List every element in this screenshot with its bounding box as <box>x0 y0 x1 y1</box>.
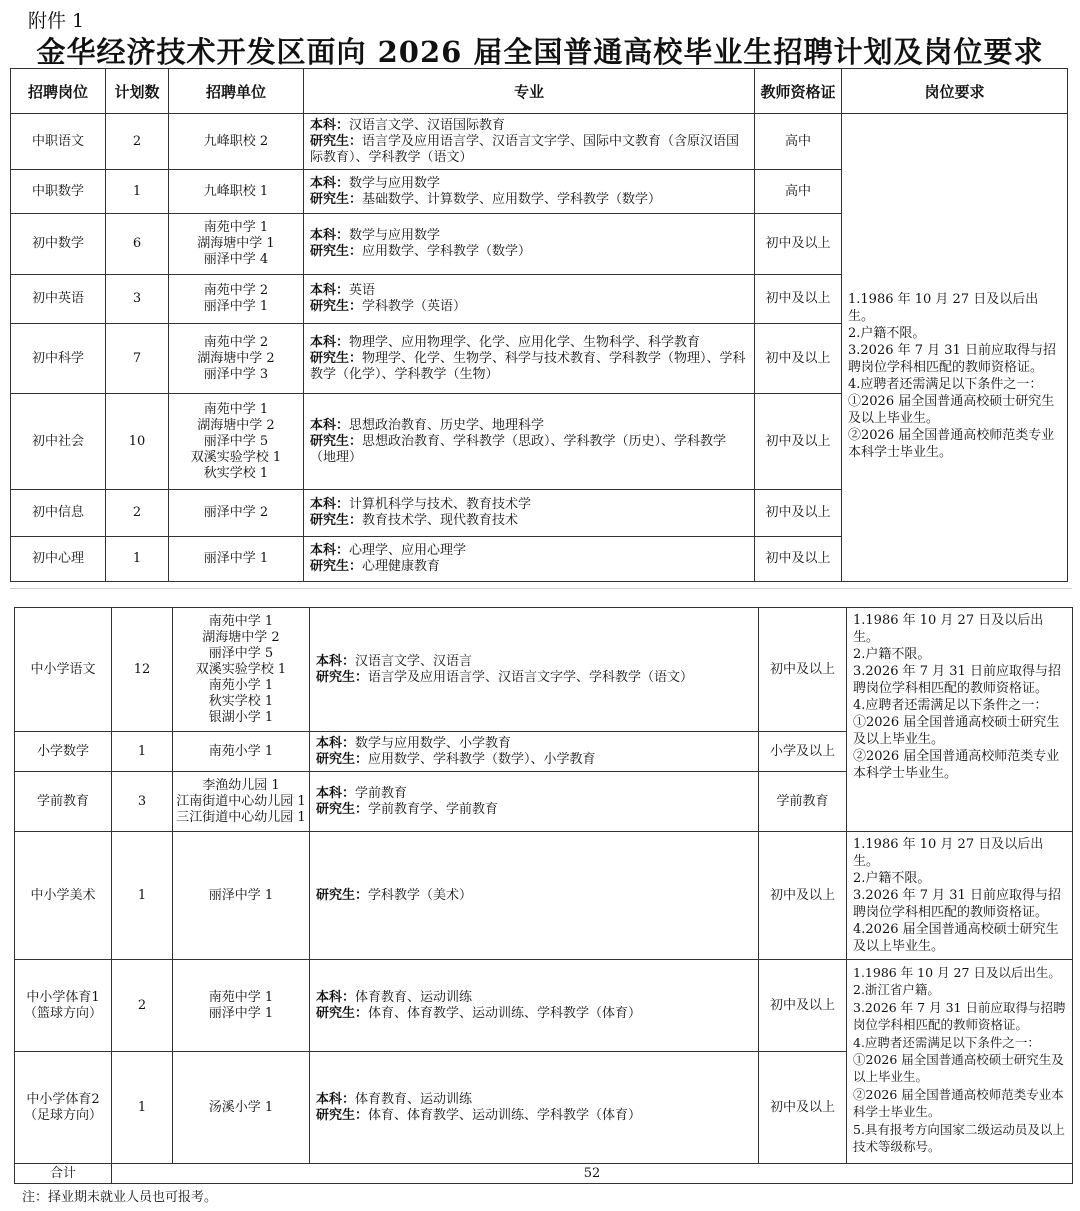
grad-label: 研究生： <box>316 887 369 903</box>
page-title: 金华经济技术开发区面向 2026 届全国普通高校毕业生招聘计划及岗位要求 <box>36 35 1044 69</box>
grad-majors: 语言学及应用语言学、汉语言文字学、学科教学（语文） <box>368 669 694 685</box>
header-post: 招聘岗位 <box>11 69 106 114</box>
unit-item: 双溪实验学校 1 <box>195 661 287 677</box>
undergrad-majors: 物理学、应用物理学、化学、应用化学、生物科学、科学教育 <box>349 334 701 350</box>
grad-majors: 应用数学、学科教学（数学）、小学教育 <box>368 751 596 767</box>
undergrad-majors: 计算机科学与技术、教育技术学 <box>349 497 532 512</box>
count-cell: 12 <box>112 608 173 732</box>
undergrad-label: 本科： <box>310 497 350 512</box>
table-row <box>15 608 1073 732</box>
cert-cell: 初中及以上 <box>755 275 842 324</box>
grad-majors: 物理学、化学、生物学、科学与技术教育、学科教学（物理）、学科教学（化学）、学科教学（生物） <box>310 350 746 382</box>
post-cell: 初中科学 <box>11 324 106 394</box>
undergrad-line <box>310 497 748 513</box>
post-cell: 小学数学 <box>15 732 112 772</box>
grad-label: 研究生： <box>316 801 369 817</box>
major-cell <box>310 960 759 1052</box>
count-cell: 1 <box>106 170 169 214</box>
undergrad-label: 本科： <box>316 653 356 669</box>
count-cell: 6 <box>106 214 169 275</box>
major-cell <box>310 608 759 732</box>
grad-majors: 学科教学（美术） <box>368 887 473 903</box>
unit-cell <box>173 832 310 960</box>
requirements-text: 1.1986 年 10 月 27 日及以后出生。 2.浙江省户籍。 3.2026 年 7 月 31 日前应取得与招聘岗位学科相匹配的教师资格证。 4.应聘者还需满足以下条件之一： ①2026 届全国普通高校硕士研究生及以上毕业生。 ②2026 届全国普通高校师范类专业本科学士毕业生。 5.具有报考方向国家二级运动员及以上技术等级称号。 <box>853 965 1066 1155</box>
grad-line <box>316 1108 752 1124</box>
unit-cell <box>169 170 304 214</box>
grad-label: 研究生： <box>316 669 369 685</box>
undergrad-majors: 汉语言文学、汉语国际教育 <box>349 117 506 133</box>
major-cell <box>310 732 759 772</box>
cert-cell: 学前教育 <box>759 772 847 832</box>
grad-majors: 体育、体育教学、运动训练、学科教学（体育） <box>368 1107 642 1123</box>
undergrad-label: 本科： <box>316 1091 356 1107</box>
grad-line <box>310 434 748 466</box>
undergrad-majors: 数学与应用数学 <box>349 175 441 191</box>
grad-majors: 学科教学（英语） <box>362 299 467 314</box>
grad-line <box>310 244 748 260</box>
cert-cell: 初中及以上 <box>755 537 842 582</box>
undergrad-label: 本科： <box>310 417 350 433</box>
post-cell: 初中英语 <box>11 275 106 324</box>
page-break <box>10 588 1072 603</box>
table-row <box>11 114 1068 170</box>
unit-item: 南苑小学 1 <box>208 743 274 759</box>
requirements-cell <box>842 114 1068 582</box>
grad-line <box>316 670 752 686</box>
requirements-text: 1.1986 年 10 月 27 日及以后出生。 2.户籍不限。 3.2026 年 7 月 31 日前应取得与招聘岗位学科相匹配的教师资格证。 4.2026 届全国普通高校硕士研究生及以上毕业生。 <box>853 837 1061 954</box>
unit-item: 银湖小学 1 <box>208 709 274 725</box>
undergrad-line <box>316 736 752 752</box>
count-cell: 3 <box>112 772 173 832</box>
grad-line <box>310 351 748 383</box>
grad-label: 研究生： <box>310 559 363 574</box>
count-cell: 1 <box>112 1052 173 1164</box>
post-cell: 初中社会 <box>11 394 106 490</box>
major-cell <box>304 114 755 170</box>
undergrad-line <box>310 418 748 434</box>
undergrad-line <box>316 786 752 802</box>
major-cell <box>304 214 755 275</box>
undergrad-majors: 体育教育、运动训练 <box>355 989 473 1005</box>
grad-line <box>310 513 748 529</box>
undergrad-majors: 数学与应用数学、小学教育 <box>355 735 512 751</box>
count-cell: 10 <box>106 394 169 490</box>
undergrad-line <box>316 654 752 670</box>
header-cert: 教师资格证 <box>755 69 842 114</box>
cert-cell: 初中及以上 <box>759 608 847 732</box>
cert-cell: 高中 <box>755 170 842 214</box>
major-cell <box>304 537 755 582</box>
undergrad-majors: 数学与应用数学 <box>349 228 441 243</box>
unit-item: 南苑中学 1 <box>203 401 269 417</box>
major-cell <box>310 772 759 832</box>
grad-line <box>310 192 748 208</box>
requirements-text: 1.1986 年 10 月 27 日及以后出生。 2.户籍不限。 3.2026 年 7 月 31 日前应取得与招聘岗位学科相匹配的教师资格证。 4.应聘者还需满足以下条件之一： ①2026 届全国普通高校硕士研究生及以上毕业生。 ②2026 届全国普通高校师范类专业本科学士毕业生。 <box>853 613 1061 781</box>
undergrad-line <box>310 543 748 559</box>
unit-item: 丽泽中学 1 <box>208 1005 274 1021</box>
grad-majors: 教育技术学、现代教育技术 <box>362 513 519 528</box>
major-cell <box>310 1052 759 1164</box>
unit-cell <box>169 394 304 490</box>
undergrad-majors: 心理学、应用心理学 <box>349 543 467 558</box>
unit-item: 丽泽中学 5 <box>208 645 274 661</box>
grad-majors: 体育、体育教学、运动训练、学科教学（体育） <box>368 1005 642 1021</box>
post-cell: 初中数学 <box>11 214 106 275</box>
unit-item: 秋实学校 1 <box>203 465 269 481</box>
recruitment-table-part1 <box>10 68 1068 582</box>
undergrad-line <box>310 335 748 351</box>
header-count: 计划数 <box>106 69 169 114</box>
undergrad-line <box>316 990 752 1006</box>
major-cell <box>310 832 759 960</box>
grad-majors: 思想政治教育、学科教学（思政）、学科教学（历史）、学科教学（地理） <box>310 433 727 465</box>
total-row <box>15 1164 1073 1184</box>
undergrad-majors: 体育教育、运动训练 <box>355 1091 473 1107</box>
grad-majors: 心理健康教育 <box>362 559 441 574</box>
attachment-label: 附件 1 <box>28 10 85 32</box>
unit-cell <box>173 608 310 732</box>
unit-item: 秋实学校 1 <box>208 693 274 709</box>
grad-line <box>316 888 752 904</box>
recruitment-table-part2 <box>14 607 1073 1184</box>
unit-cell <box>173 960 310 1052</box>
unit-cell <box>169 537 304 582</box>
post-cell: 中小学体育2 （足球方向） <box>15 1052 112 1164</box>
undergrad-label: 本科： <box>310 117 350 133</box>
cert-cell: 初中及以上 <box>759 1052 847 1164</box>
total-value: 52 <box>112 1164 1073 1184</box>
cert-cell: 高中 <box>755 114 842 170</box>
unit-item: 李渔幼儿园 1 <box>202 777 280 793</box>
undergrad-label: 本科： <box>310 228 350 243</box>
requirements-cell <box>847 608 1073 832</box>
unit-item: 湖海塘中学 2 <box>202 629 280 645</box>
count-cell: 1 <box>112 732 173 772</box>
post-cell: 中小学体育1 （篮球方向） <box>15 960 112 1052</box>
cert-cell: 初中及以上 <box>755 214 842 275</box>
post-cell: 初中信息 <box>11 490 106 537</box>
undergrad-line <box>316 1092 752 1108</box>
count-cell: 2 <box>112 960 173 1052</box>
count-cell: 1 <box>112 832 173 960</box>
cert-cell: 小学及以上 <box>759 732 847 772</box>
total-label: 合计 <box>15 1164 112 1184</box>
unit-item: 南苑小学 1 <box>208 677 274 693</box>
unit-item: 南苑中学 1 <box>208 989 274 1005</box>
unit-cell <box>169 275 304 324</box>
unit-item: 丽泽中学 1 <box>203 299 269 314</box>
unit-item: 丽泽中学 4 <box>203 252 269 267</box>
unit-item: 汤溪小学 1 <box>208 1099 274 1115</box>
cert-cell: 初中及以上 <box>755 490 842 537</box>
grad-label: 研究生： <box>310 433 363 449</box>
unit-cell <box>173 732 310 772</box>
grad-line <box>316 752 752 768</box>
grad-label: 研究生： <box>310 299 363 314</box>
undergrad-line <box>310 283 748 299</box>
unit-item: 湖海塘中学 2 <box>197 417 275 433</box>
requirements-text: 1.1986 年 10 月 27 日及以后出生。 2.户籍不限。 3.2026 年 7 月 31 日前应取得与招聘岗位学科相匹配的教师资格证。 4.应聘者还需满足以下条件之一： ①2026 届全国普通高校硕士研究生及以上毕业生。 ②2026 届全国普通高校师范类专业本科学士毕业生。 <box>848 291 1056 460</box>
major-cell <box>304 324 755 394</box>
unit-item: 九峰职校 2 <box>203 133 269 149</box>
cert-cell: 初中及以上 <box>755 324 842 394</box>
grad-label: 研究生： <box>310 133 363 149</box>
major-cell <box>304 490 755 537</box>
post-cell: 中小学语文 <box>15 608 112 732</box>
requirements-cell <box>847 832 1073 960</box>
grad-label: 研究生： <box>310 513 363 528</box>
unit-cell <box>169 114 304 170</box>
major-cell <box>304 275 755 324</box>
grad-majors: 基础数学、计算数学、应用数学、学科教学（数学） <box>362 191 662 207</box>
post-cell: 中职语文 <box>11 114 106 170</box>
grad-line <box>310 134 748 166</box>
unit-item: 南苑中学 1 <box>208 613 274 629</box>
count-cell: 1 <box>106 537 169 582</box>
undergrad-majors: 思想政治教育、历史学、地理科学 <box>349 417 545 433</box>
undergrad-label: 本科： <box>316 989 356 1005</box>
header-requirements: 岗位要求 <box>842 69 1068 114</box>
unit-cell <box>169 324 304 394</box>
count-cell: 3 <box>106 275 169 324</box>
undergrad-majors: 汉语言文学、汉语言 <box>355 653 473 669</box>
count-cell: 2 <box>106 490 169 537</box>
undergrad-label: 本科： <box>316 735 356 751</box>
grad-label: 研究生： <box>310 350 363 366</box>
undergrad-label: 本科： <box>310 283 350 298</box>
unit-item: 丽泽中学 1 <box>203 551 269 566</box>
unit-item: 双溪实验学校 1 <box>190 449 282 465</box>
unit-item: 南苑中学 2 <box>203 283 269 298</box>
undergrad-majors: 学前教育 <box>355 785 408 801</box>
post-cell: 学前教育 <box>15 772 112 832</box>
count-cell: 7 <box>106 324 169 394</box>
grad-label: 研究生： <box>316 1005 369 1021</box>
undergrad-label: 本科： <box>310 334 350 350</box>
requirements-cell <box>847 960 1073 1164</box>
post-cell: 初中心理 <box>11 537 106 582</box>
unit-cell <box>169 490 304 537</box>
cert-cell: 初中及以上 <box>759 832 847 960</box>
cert-cell: 初中及以上 <box>759 960 847 1052</box>
grad-label: 研究生： <box>310 191 363 207</box>
header-major: 专业 <box>304 69 755 114</box>
unit-item: 丽泽中学 5 <box>203 433 269 449</box>
post-cell: 中小学美术 <box>15 832 112 960</box>
unit-cell <box>173 1052 310 1164</box>
cert-cell: 初中及以上 <box>755 394 842 490</box>
grad-line <box>316 1006 752 1022</box>
unit-item: 湖海塘中学 2 <box>197 350 275 366</box>
undergrad-label: 本科： <box>310 543 350 558</box>
unit-item: 三江街道中心幼儿园 1 <box>176 809 306 825</box>
major-cell <box>304 394 755 490</box>
unit-item: 南苑中学 2 <box>203 334 269 350</box>
grad-line <box>310 559 748 575</box>
header-unit: 招聘单位 <box>169 69 304 114</box>
grad-line <box>310 299 748 315</box>
undergrad-label: 本科： <box>316 785 356 801</box>
footnote: 注：择业期未就业人员也可报考。 <box>22 1190 218 1205</box>
grad-majors: 应用数学、学科教学（数学） <box>362 244 532 259</box>
table-row <box>15 832 1073 960</box>
unit-item: 江南街道中心幼儿园 1 <box>176 793 306 809</box>
grad-line <box>316 802 752 818</box>
major-cell <box>304 170 755 214</box>
grad-label: 研究生： <box>316 751 369 767</box>
unit-item: 湖海塘中学 1 <box>197 236 275 251</box>
undergrad-line <box>310 118 748 134</box>
unit-item: 丽泽中学 3 <box>203 366 269 382</box>
unit-item: 丽泽中学 2 <box>203 505 269 520</box>
count-cell: 2 <box>106 114 169 170</box>
unit-cell <box>173 772 310 832</box>
grad-label: 研究生： <box>316 1107 369 1123</box>
unit-item: 丽泽中学 1 <box>208 887 274 903</box>
undergrad-line <box>310 176 748 192</box>
grad-majors: 学前教育学、学前教育 <box>368 801 499 817</box>
unit-item: 九峰职校 1 <box>203 183 269 199</box>
grad-label: 研究生： <box>310 244 363 259</box>
undergrad-label: 本科： <box>310 175 350 191</box>
grad-majors: 语言学及应用语言学、汉语言文字学、国际中文教育（含原汉语国际教育）、学科教学（语文） <box>310 133 740 165</box>
post-cell: 中职数学 <box>11 170 106 214</box>
undergrad-line <box>310 228 748 244</box>
unit-cell <box>169 214 304 275</box>
table-row <box>15 960 1073 1052</box>
undergrad-majors: 英语 <box>349 283 376 298</box>
unit-item: 南苑中学 1 <box>203 220 269 235</box>
